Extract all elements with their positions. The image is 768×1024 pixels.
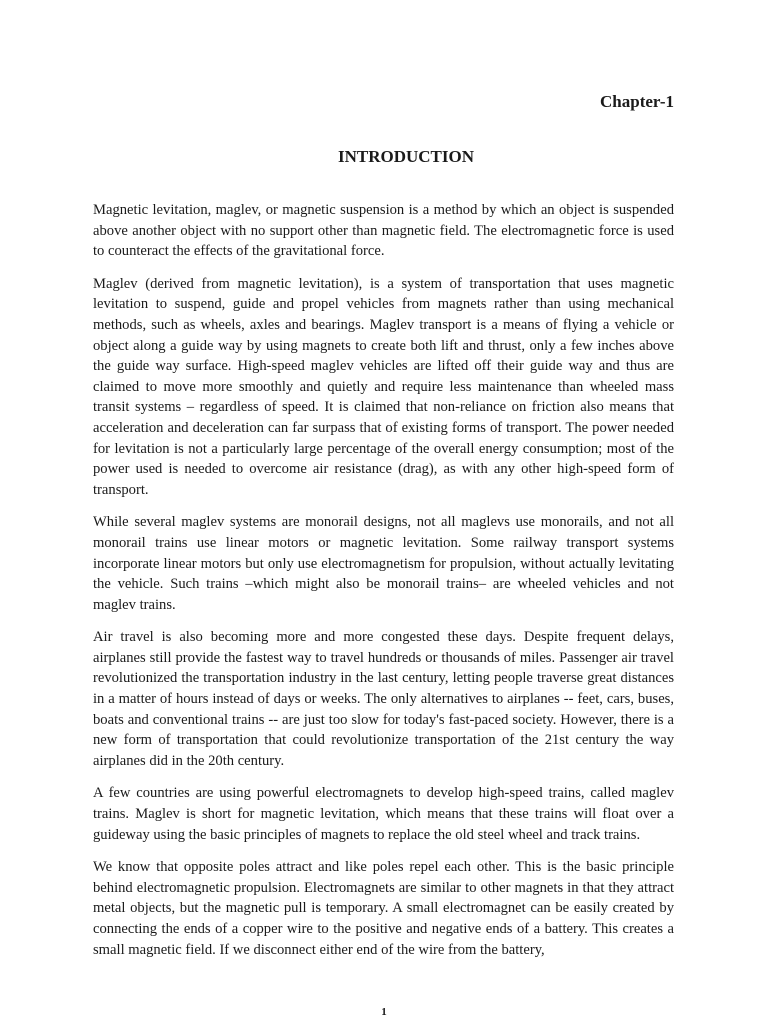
page-title: INTRODUCTION	[337, 147, 475, 166]
paragraph: While several maglev systems are monorail designs, not all maglevs use monorails, and not all monorail trains use linear motors or magnetic levitation. Some railway transport systems incorporate linear motors but only use electromagnetism for propulsion, without actually levitating the vehicle. Such trains –which might also be monorail trains– are wheeled vehicles and not maglev trains.	[93, 514, 674, 613]
paragraph: We know that opposite poles attract and like poles repel each other. This is the basic principle behind electromagnetic propulsion. Electromagnets are similar to other magnets in that they attract metal objects, but the magnetic pull is temporary. A small electromagnet can be easily created by connecting the ends of a copper wire to the positive and negative ends of a battery. This creates a small magnetic field. If we disconnect either end of the wire from the battery,	[93, 859, 674, 958]
paragraph: Maglev (derived from magnetic levitation), is a system of transportation that uses magnetic levitation to suspend, guide and propel vehicles from magnets rather than using mechanical methods, such as wheels, axles and bearings. Maglev transport is a means of flying a vehicle or object along a guide way by using magnets to create both lift and thrust, only a few inches above the guide way surface. High-speed maglev vehicles are lifted off their guide way and thus are claimed to move more smoothly and quietly and require less maintenance than wheeled mass transit systems – regardless of speed. It is claimed that non-reliance on friction also means that acceleration and deceleration can far surpass that of existing forms of transport. The power needed for levitation is not a particularly large percentage of the overall energy consumption; most of the power used is needed to overcome air resistance (drag), as with any other high-speed form of transport.	[93, 275, 674, 498]
chapter-label: Chapter-1	[600, 92, 674, 111]
body-text	[93, 200, 674, 972]
paragraph: A few countries are using powerful electromagnets to develop high-speed trains, called maglev trains. Maglev is short for magnetic levitation, which means that these trains will float over a guideway using the basic principles of magnets to replace the old steel wheel and track trains.	[93, 785, 674, 843]
page-number: 1	[381, 1006, 387, 1018]
paragraph: Air travel is also becoming more and more congested these days. Despite frequent delays, airplanes still provide the fastest way to travel hundreds or thousands of miles. Passenger air travel revolutionized the transportation industry in the last century, letting people traverse great distances in a matter of hours instead of days or weeks. The only alternatives to airplanes -- feet, cars, buses, boats and conventional trains -- are just too slow for today's fast-paced society. However, there is a new form of transportation that could revolutionize transportation of the 21st century the way airplanes did in the 20th century.	[93, 629, 674, 769]
paragraph: Magnetic levitation, maglev, or magnetic suspension is a method by which an object is suspended above another object with no support other than magnetic field. The electromagnetic force is used to counteract the effects of the gravitational force.	[93, 202, 674, 260]
